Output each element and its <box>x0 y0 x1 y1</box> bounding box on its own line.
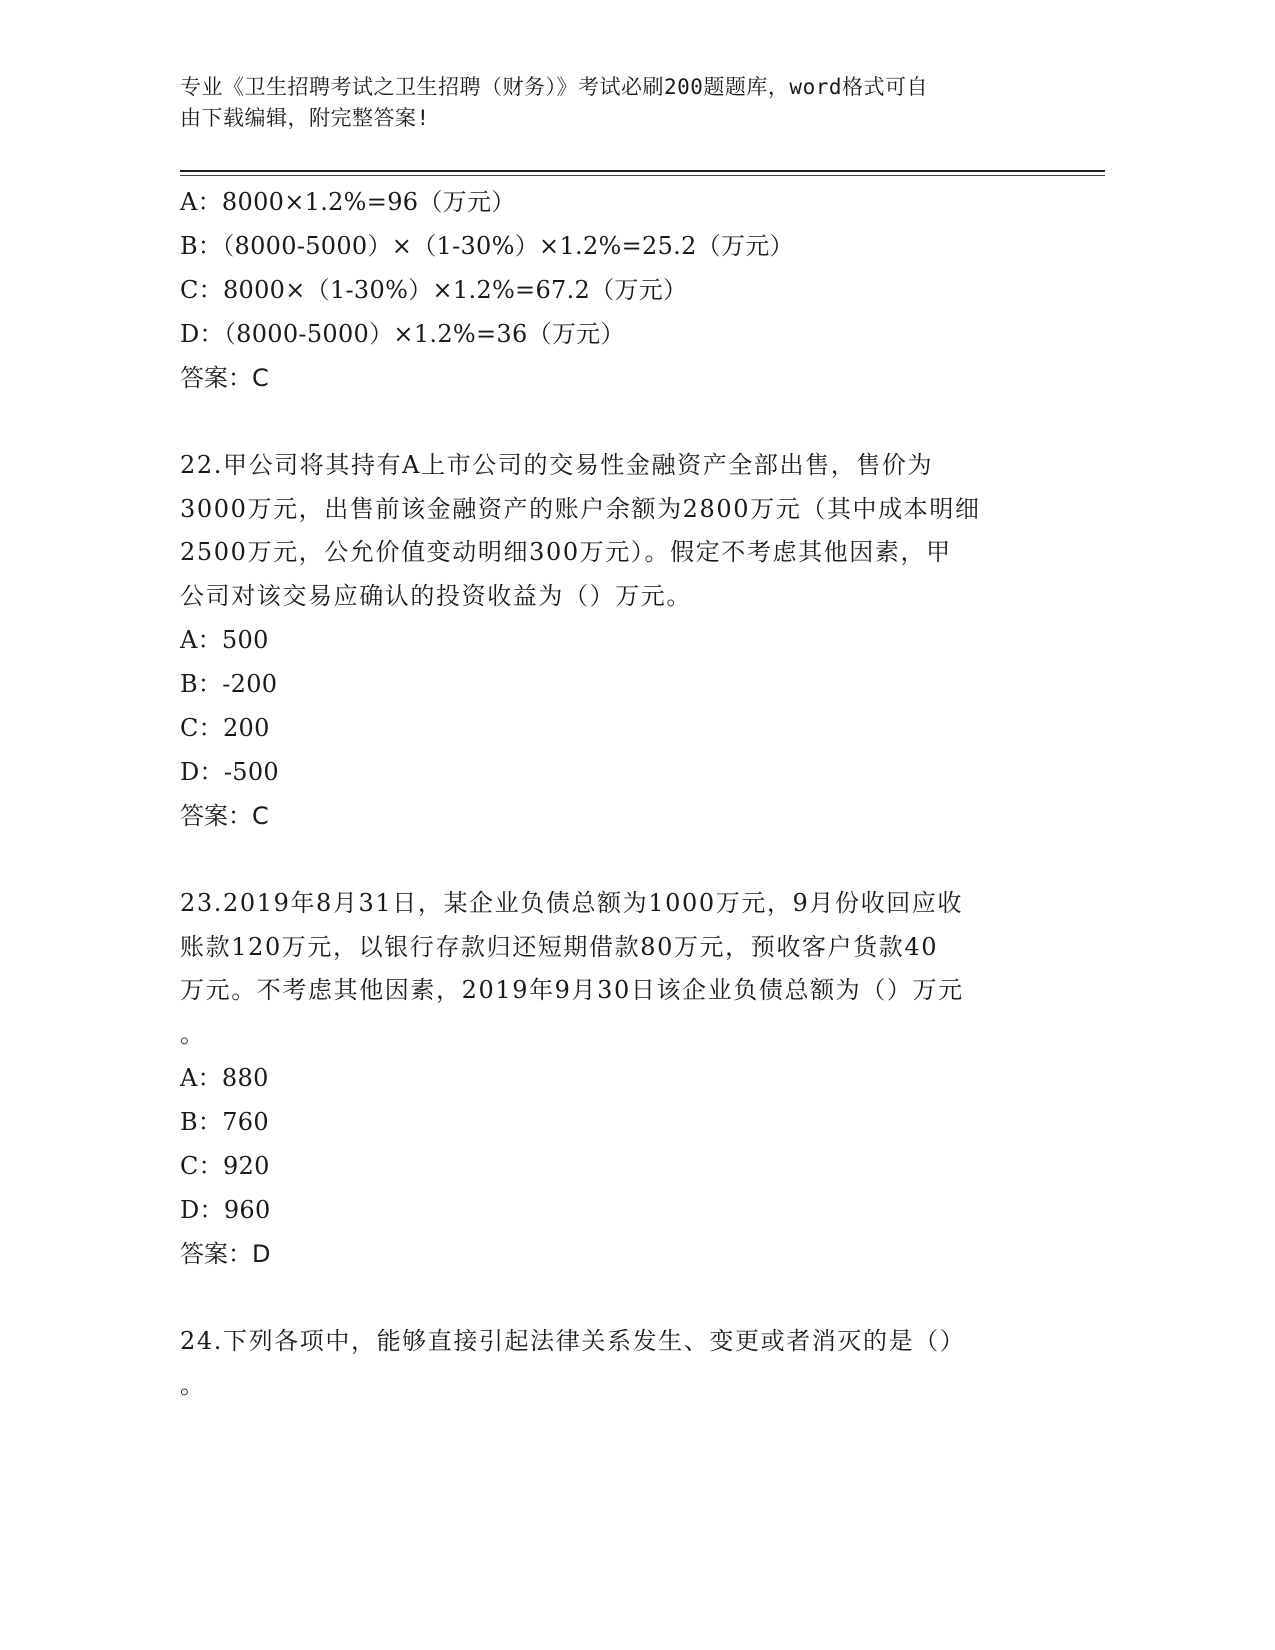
stem-line: 23.2019年8月31日，某企业负债总额为1000万元，9月份收回应收 <box>180 889 964 917</box>
header-divider-thin <box>180 175 1105 176</box>
stem-line: 万元。不考虑其他因素，2019年9月30日该企业负债总额为（）万元 <box>180 976 964 1004</box>
option-b: B：（8000-5000）×（1-30%）×1.2%=25.2（万元） <box>180 232 794 260</box>
option-d: D：-500 <box>180 758 279 786</box>
question-block-22 <box>180 444 1040 838</box>
option-a: A：8000×1.2%=96（万元） <box>180 188 516 216</box>
stem-line: 22.甲公司将其持有A上市公司的交易性金融资产全部出售，售价为 <box>180 451 934 479</box>
option-d: D：（8000-5000）×1.2%=36（万元） <box>180 320 625 348</box>
option-a: A：500 <box>180 626 269 654</box>
question-content <box>180 180 1040 1407</box>
question-stem <box>180 1320 1040 1407</box>
stem-line: 账款120万元，以银行存款归还短期借款80万元，预收客户货款40 <box>180 932 939 961</box>
stem-line: 。 <box>180 1019 206 1048</box>
answer-line: 答案：C <box>180 364 269 392</box>
option-c: C：920 <box>180 1152 270 1180</box>
option-b: B：-200 <box>180 670 278 698</box>
header-divider-thick <box>180 170 1105 172</box>
question-block-21 <box>180 180 1040 400</box>
stem-line: 。 <box>180 1370 206 1399</box>
option-c: C：8000×（1-30%）×1.2%=67.2（万元） <box>180 276 688 304</box>
option-c: C：200 <box>180 714 270 742</box>
header-line-2: 由下载编辑，附完整答案! <box>180 106 430 130</box>
stem-line: 2500万元，公允价值变动明细300万元）。假定不考虑其他因素，甲 <box>180 538 952 566</box>
option-b: B：760 <box>180 1108 269 1136</box>
answer-line: 答案：D <box>180 1240 271 1268</box>
option-a: A：880 <box>180 1064 269 1092</box>
stem-line: 3000万元，出售前该金融资产的账户余额为2800万元（其中成本明细 <box>180 494 981 523</box>
stem-line: 24.下列各项中，能够直接引起法律关系发生、变更或者消灭的是（） <box>180 1327 966 1355</box>
question-block-23 <box>180 882 1040 1276</box>
question-block-24 <box>180 1320 1040 1407</box>
stem-line: 公司对该交易应确认的投资收益为（）万元。 <box>180 581 692 610</box>
document-header <box>180 72 1040 134</box>
answer-line: 答案：C <box>180 802 269 830</box>
question-stem <box>180 882 1040 1056</box>
header-line-1: 专业《卫生招聘考试之卫生招聘（财务）》考试必刷200题题库，word格式可自 <box>180 75 928 99</box>
question-stem <box>180 444 1040 618</box>
option-d: D：960 <box>180 1196 271 1224</box>
